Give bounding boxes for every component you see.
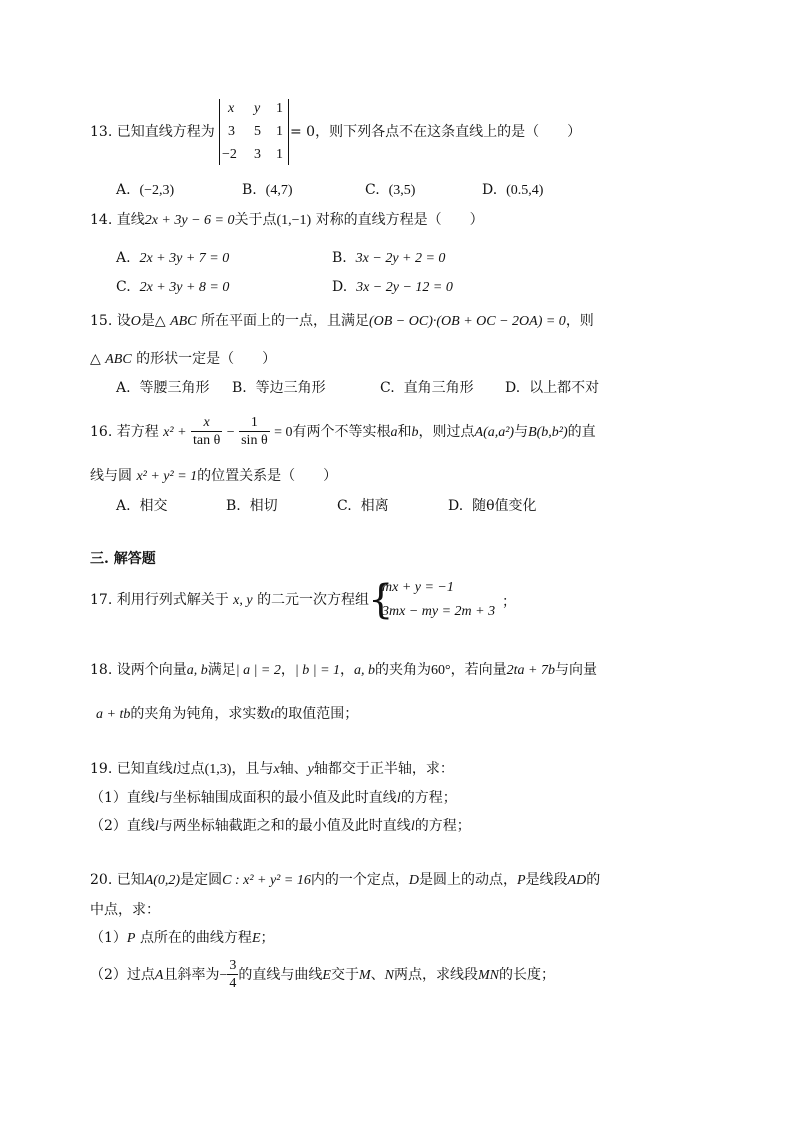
q16-text-mid: 有两个不等实根 (292, 424, 391, 440)
q20-point-d: D (408, 873, 419, 888)
q18-text-1: 设两个向量 (116, 662, 187, 678)
q19-sub1-mid: 与坐标轴围成面积的最小值及此时直线 (158, 790, 397, 806)
q15-option-a: A. 等腰三角形 (116, 380, 210, 396)
q13-text-pre: 已知直线方程为 (116, 124, 215, 140)
section-heading: 三. 解答题 (90, 551, 156, 567)
q19-axis2: 轴都交于正半轴，求： (313, 761, 454, 777)
q18-text-5: 与向量 (554, 662, 597, 678)
q17-text-post: 的二元一次方程组 (257, 592, 370, 608)
q15-option-b: B. 等边三角形 (232, 380, 326, 396)
q15-triangle-2: ABC (105, 352, 132, 367)
q17-number: 17. (90, 592, 113, 608)
q18-vector-expr-2: a + tb (96, 707, 131, 722)
q18-text-3: 的夹角为 (375, 662, 432, 678)
q16-number: 16. (90, 424, 113, 440)
det-cell-3-2: 3 (254, 147, 261, 162)
q18-text-4: ，若向量 (450, 662, 507, 678)
q19-sub1-end: 的方程； (400, 790, 457, 806)
q16-and: 和 (397, 424, 412, 440)
q19-sub1 (90, 788, 457, 809)
q17-variables: x, y (233, 593, 253, 608)
q16-line1-end: 的直 (567, 424, 596, 440)
q15-option-c: C. 直角三角形 (380, 380, 474, 396)
q16-fraction-2: $\frac{1}{\text{sin θ}}$ (241, 414, 268, 448)
q16-option-d: D. 随θ值变化 (448, 498, 537, 514)
q16-line2-pre: 线与圆 (90, 468, 132, 484)
q16-line1 (90, 412, 596, 453)
q20-sep: 、 (370, 967, 385, 983)
q20-sub1-p: P (126, 931, 136, 946)
det-cell-2-2: 5 (254, 124, 261, 139)
q19-sub2-mid: 与两坐标轴截距之和的最小值及此时直线 (158, 818, 411, 834)
q19-sub2-l: l (154, 819, 159, 834)
q15-line2-text: 的形状一定是（ ） (136, 351, 277, 367)
q17-equation-1: mx + y = −1 (382, 580, 454, 595)
q18-angle: 60° (431, 663, 451, 678)
q14-equation: 2x + 3y − 6 = 0 (144, 213, 235, 228)
q20-sub2-pre: （2）过点 (90, 967, 155, 983)
q16-option-c: C. 相离 (337, 498, 389, 514)
q14-text-pre: 直线 (116, 212, 145, 228)
q14-option-c: C. 2x + 3y + 8 = 0 (116, 279, 230, 295)
q13-option-d: D. (0.5,4) (482, 182, 544, 198)
q16-line2 (90, 466, 337, 487)
q19-axis1: 轴、 (279, 761, 308, 777)
q15-point-o: O (130, 314, 141, 329)
q20-point-n: N (384, 968, 394, 983)
q13-option-c: C. (3,5) (365, 182, 416, 198)
q16-option-b: B. 相切 (226, 498, 278, 514)
q19-sub2-end: 的方程； (414, 818, 471, 834)
q19-point: (1,3) (204, 762, 232, 777)
q16-root-a: a (390, 425, 398, 440)
q18-number: 18. (90, 662, 113, 678)
q20-text-1: 是定圆 (180, 872, 223, 888)
q18-comma: ， (280, 662, 295, 678)
q20-text-4: 是线段 (525, 872, 568, 888)
q16-text-mid2: ，则过点 (418, 424, 475, 440)
q20-sub1 (90, 928, 275, 949)
q19-y: y (307, 762, 314, 777)
det-cell-1-2: y (254, 101, 261, 116)
q20-line2: 中点，求： (90, 902, 160, 918)
q20-text-5: 的 (586, 872, 601, 888)
q17-brace: { (368, 577, 394, 623)
det-cell-3-1: −2 (222, 147, 237, 162)
q19-line-l: l (172, 762, 177, 777)
q20-sub1-mid: 点所在的曲线方程 (139, 930, 252, 946)
det-cell-1-1: x (228, 101, 235, 116)
q13-text-post: = 0，则下列各点不在这条直线上的是（ ） (290, 124, 582, 140)
q15-number: 15. (90, 313, 113, 329)
q14-option-d: D. 3x − 2y − 12 = 0 (332, 279, 453, 295)
q18-line2-end: 的取值范围； (274, 706, 359, 722)
q20-sub2 (90, 955, 555, 996)
q18-line2 (96, 704, 358, 725)
q19-line1 (90, 759, 454, 780)
q19-number: 19. (90, 761, 113, 777)
q18-comma-2: ， (340, 662, 355, 678)
q14-text-mid: 关于点 (234, 212, 277, 228)
q14-option-a: A. 2x + 3y + 7 = 0 (116, 250, 230, 266)
q20-sub1-pre: （1） (90, 930, 127, 946)
q20-segment-ad: AD (567, 873, 587, 888)
q16-text-pre: 若方程 (116, 424, 159, 440)
q14-option-b: B. 3x − 2y + 2 = 0 (332, 250, 446, 266)
q18-vectors-ab-2: a, b (354, 663, 376, 678)
q18-line1 (90, 660, 597, 681)
q20-line1 (90, 870, 600, 891)
q20-segment-mn: MN (477, 968, 499, 983)
q13-line (90, 122, 215, 142)
q20-text-3: 是圆上的动点， (418, 872, 517, 888)
q15-text-mid2: 所在平面上的一点，且满足 (200, 313, 369, 329)
q15-text-mid1: 是△ (140, 313, 166, 329)
q19-text-pre: 已知直线 (116, 761, 173, 777)
q20-point-p: P (516, 873, 526, 888)
q16-point-a: A(a,a²) (474, 425, 515, 440)
q20-sub2-mid3: 交于 (330, 967, 359, 983)
q18-norm-a: | a | = 2 (235, 663, 281, 678)
q19-sub1-l: l (154, 791, 159, 806)
q13-option-a: A. (−2,3) (116, 182, 175, 198)
det-cell-2-1: 3 (228, 124, 235, 139)
q20-sub1-e: E (251, 931, 261, 946)
q19-text-mid2: ，且与 (231, 761, 274, 777)
q18-norm-b: | b | = 1 (294, 663, 341, 678)
det-cell-2-3: 1 (276, 124, 283, 139)
q18-param-t: t (270, 707, 275, 722)
q20-sub1-end: ； (260, 930, 275, 946)
q17-equation-2: 3mx − my = 2m + 3 (382, 604, 496, 619)
q19-x: x (273, 762, 280, 777)
q18-line2-text: 的夹角为钝角，求实数 (130, 706, 271, 722)
q20-point-m: M (358, 968, 371, 983)
q20-number: 20. (90, 872, 113, 888)
q20-sub2-a: A (154, 968, 164, 983)
q16-fraction-1: $\frac{x}{\text{tan θ}}$ (192, 414, 221, 448)
q20-minus-sign: − (219, 968, 228, 983)
q15-text-post: ，则 (565, 313, 594, 329)
q15-vector-expression: (OB − OC)·(OB + OC − 2OA) = 0 (368, 314, 566, 329)
q13-option-b: B. (4,7) (242, 182, 293, 198)
q20-sub2-mid4: 两点，求线段 (393, 967, 478, 983)
q15-option-d: D. 以上都不对 (505, 380, 600, 396)
q18-vectors-ab: a, b (186, 663, 208, 678)
q19-sub2 (90, 816, 471, 837)
q16-equals-zero: = 0 (274, 425, 293, 440)
q20-sub2-e: E (322, 968, 331, 983)
q16-circle-equation: x² + y² = 1 (136, 469, 198, 484)
det-cell-1-3: 1 (276, 101, 283, 116)
q17-text-pre: 利用行列式解关于 (116, 592, 229, 608)
q16-root-b: b (411, 425, 419, 440)
q19-sub2-pre: （2）直线 (90, 818, 155, 834)
q13-number: 13. (90, 124, 113, 140)
q20-slope-fraction: $\frac{3}{4}$ (229, 957, 237, 991)
q14-text-post: 对称的直线方程是（ ） (315, 212, 484, 228)
q19-sub1-l2: l (396, 791, 401, 806)
q20-sub2-end: 的长度； (498, 967, 555, 983)
q16-x-squared: x² + (163, 425, 187, 440)
q15-line1 (90, 311, 594, 332)
q17-end: ； (502, 594, 516, 610)
q14-point: (1,−1) (276, 213, 312, 228)
q16-with: 与 (514, 424, 529, 440)
q14-line (90, 210, 484, 231)
q14-number: 14. (90, 212, 113, 228)
q15-triangle: ABC (170, 314, 197, 329)
det-cell-3-3: 1 (276, 147, 283, 162)
q20-circle: C : x² + y² = 16 (222, 873, 311, 888)
q13-determinant (219, 99, 289, 165)
q20-sub2-mid2: 的直线与曲线 (238, 967, 323, 983)
q16-point-b: B(b,b²) (528, 425, 568, 440)
q20-sub2-mid: 且斜率为 (163, 967, 220, 983)
q17-line (90, 590, 369, 611)
q19-sub1-pre: （1）直线 (90, 790, 155, 806)
q16-line2-post: 的位置关系是（ ） (197, 468, 338, 484)
q18-text-2: 满足 (207, 662, 236, 678)
q19-text-mid: 过点 (176, 761, 205, 777)
q15-text-pre: 设 (116, 313, 131, 329)
q18-vector-expr-1: 2ta + 7b (506, 663, 555, 678)
q19-sub2-l2: l (410, 819, 415, 834)
q20-text-pre: 已知 (116, 872, 145, 888)
q20-text-2: 内的一个定点， (310, 872, 409, 888)
q15-triangle-symbol: △ (90, 351, 101, 367)
q20-point-a: A(0,2) (144, 873, 181, 888)
q16-minus: − (226, 425, 235, 440)
q16-option-a: A. 相交 (116, 498, 168, 514)
q15-line2 (90, 349, 276, 370)
